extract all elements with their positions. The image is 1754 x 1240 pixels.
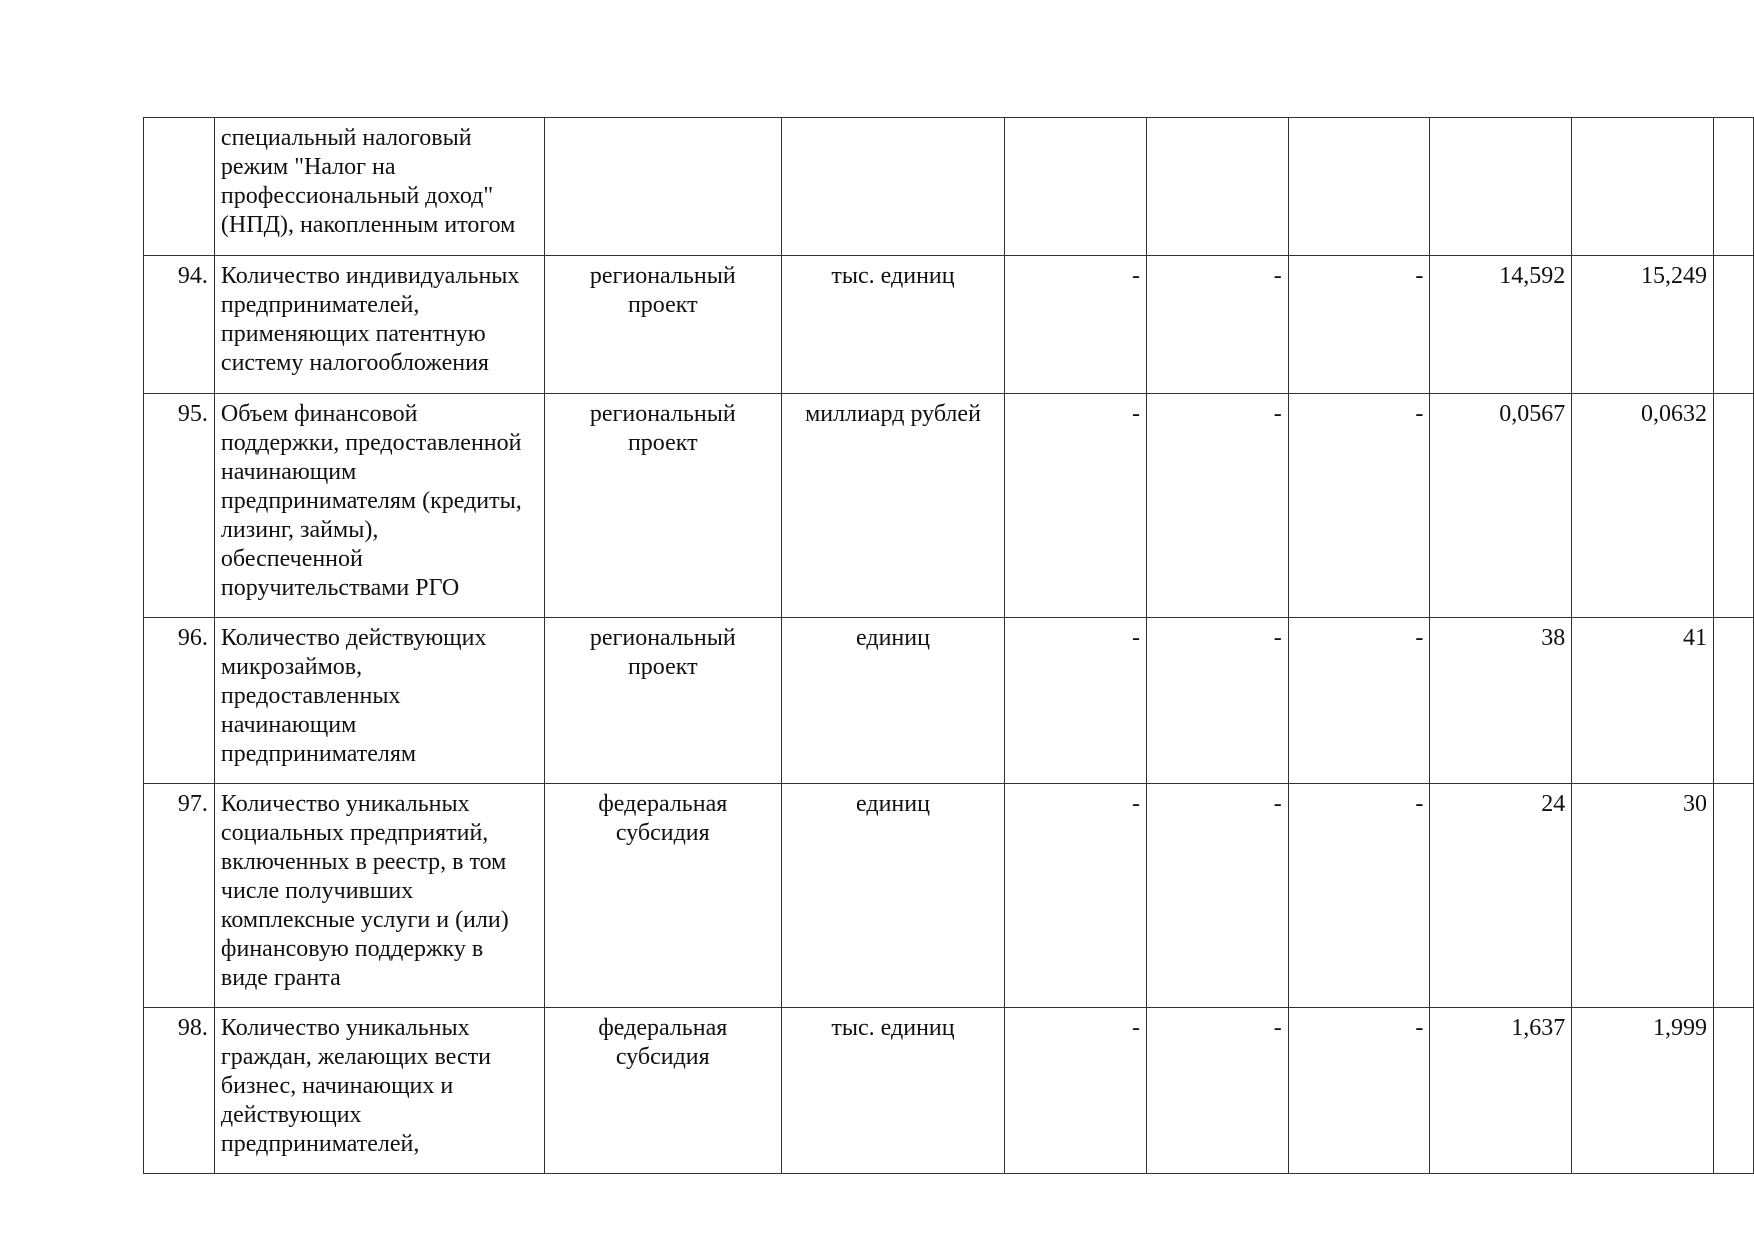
table-row bbox=[144, 256, 1754, 394]
source-cell bbox=[544, 618, 781, 784]
indicator-name-line: (НПД), накопленным итогом bbox=[220, 212, 516, 238]
row-number-cell: 95. bbox=[144, 394, 215, 618]
indicator-name-line: комплексные услуги и (или) bbox=[220, 907, 509, 933]
value-cell bbox=[1572, 118, 1714, 256]
value-cell: 30 bbox=[1572, 784, 1714, 1008]
value-cell: - bbox=[1005, 618, 1147, 784]
indicator-name-line: социальных предприятий, bbox=[220, 820, 489, 846]
indicator-name-cell bbox=[214, 618, 544, 784]
indicator-name-line: предпринимателям bbox=[220, 741, 417, 767]
value-cell: 0,0567 bbox=[1430, 394, 1572, 618]
value-cell: - bbox=[1147, 618, 1289, 784]
value-cell: - bbox=[1005, 1008, 1147, 1174]
value-cell bbox=[1714, 118, 1754, 256]
value-cell: 41 bbox=[1572, 618, 1714, 784]
indicator-name-line: бизнес, начинающих и bbox=[220, 1073, 454, 1099]
unit-cell: единиц bbox=[781, 618, 1005, 784]
source-line: региональный bbox=[589, 625, 736, 651]
value-cell: - bbox=[1005, 784, 1147, 1008]
value-cell: 15,249 bbox=[1572, 256, 1714, 394]
indicator-name-cell bbox=[214, 1008, 544, 1174]
value-cell: - bbox=[1288, 618, 1430, 784]
unit-cell: единиц bbox=[781, 784, 1005, 1008]
value-cell: - bbox=[1288, 256, 1430, 394]
value-cell bbox=[1147, 118, 1289, 256]
indicator-name-line: Количество действующих bbox=[220, 625, 487, 651]
source-cell bbox=[544, 394, 781, 618]
indicator-name-line: специальный налоговый bbox=[220, 125, 472, 151]
value-cell bbox=[1714, 1008, 1754, 1174]
value-cell: - bbox=[1288, 1008, 1430, 1174]
indicator-name-cell bbox=[214, 784, 544, 1008]
indicator-name-line: профессиональный доход" bbox=[220, 183, 494, 209]
unit-cell: тыс. единиц bbox=[781, 256, 1005, 394]
source-line: субсидия bbox=[615, 1044, 710, 1070]
indicator-name-line: предпринимателям (кредиты, bbox=[220, 488, 522, 514]
indicator-name-line: применяющих патентную bbox=[220, 321, 486, 347]
source-cell bbox=[544, 256, 781, 394]
indicator-name-line: режим "Налог на bbox=[220, 154, 396, 180]
value-cell: - bbox=[1147, 394, 1289, 618]
value-cell bbox=[1714, 256, 1754, 394]
source-line: проект bbox=[627, 654, 698, 680]
value-cell bbox=[1714, 394, 1754, 618]
value-cell: - bbox=[1005, 256, 1147, 394]
value-cell: 1,999 bbox=[1572, 1008, 1714, 1174]
source-cell bbox=[544, 1008, 781, 1174]
table-row bbox=[144, 394, 1754, 618]
unit-cell bbox=[781, 118, 1005, 256]
row-number-cell: 97. bbox=[144, 784, 215, 1008]
source-line: региональный bbox=[589, 263, 736, 289]
indicator-name-line: финансовую поддержку в bbox=[220, 936, 484, 962]
indicator-name-line: числе получивших bbox=[220, 878, 414, 904]
indicator-name-line: Количество уникальных bbox=[220, 1015, 470, 1041]
value-cell: - bbox=[1288, 784, 1430, 1008]
source-line: региональный bbox=[589, 401, 736, 427]
source-line: проект bbox=[627, 292, 698, 318]
value-cell: - bbox=[1147, 256, 1289, 394]
indicator-name-line: Количество индивидуальных bbox=[220, 263, 520, 289]
row-number-cell: 94. bbox=[144, 256, 215, 394]
indicator-name-line: лизинг, займы), bbox=[220, 517, 379, 543]
table-row bbox=[144, 118, 1754, 256]
source-line: федеральная bbox=[598, 1015, 728, 1041]
indicator-name-line: действующих bbox=[220, 1102, 362, 1128]
indicator-name-cell bbox=[214, 118, 544, 256]
indicator-name-line: поручительствами РГО bbox=[220, 575, 460, 601]
indicators-table bbox=[143, 117, 1754, 1174]
value-cell: 24 bbox=[1430, 784, 1572, 1008]
indicator-name-line: виде гранта bbox=[220, 965, 341, 991]
source-line: проект bbox=[627, 430, 698, 456]
row-number-cell: 96. bbox=[144, 618, 215, 784]
value-cell: 38 bbox=[1430, 618, 1572, 784]
source-line: федеральная bbox=[598, 791, 728, 817]
value-cell: 0,0632 bbox=[1572, 394, 1714, 618]
unit-cell: миллиард рублей bbox=[781, 394, 1005, 618]
value-cell bbox=[1430, 118, 1572, 256]
value-cell: - bbox=[1288, 394, 1430, 618]
indicator-name-line: поддержки, предоставленной bbox=[220, 430, 522, 456]
indicator-name-line: начинающим bbox=[220, 712, 357, 738]
table-body bbox=[144, 118, 1754, 1174]
table-row bbox=[144, 784, 1754, 1008]
table-row bbox=[144, 618, 1754, 784]
value-cell: 1,637 bbox=[1430, 1008, 1572, 1174]
indicator-name-line: Количество уникальных bbox=[220, 791, 470, 817]
indicator-name-line: предпринимателей, bbox=[220, 292, 420, 318]
source-cell bbox=[544, 118, 781, 256]
value-cell: - bbox=[1005, 394, 1147, 618]
source-cell bbox=[544, 784, 781, 1008]
indicator-name-line: граждан, желающих вести bbox=[220, 1044, 491, 1070]
unit-cell: тыс. единиц bbox=[781, 1008, 1005, 1174]
indicator-name-line: обеспеченной bbox=[220, 546, 363, 572]
value-cell bbox=[1714, 618, 1754, 784]
indicator-name-cell bbox=[214, 394, 544, 618]
row-number-cell: 98. bbox=[144, 1008, 215, 1174]
value-cell bbox=[1288, 118, 1430, 256]
value-cell bbox=[1005, 118, 1147, 256]
indicator-name-line: включенных в реестр, в том bbox=[220, 849, 507, 875]
indicator-name-cell bbox=[214, 256, 544, 394]
table-row bbox=[144, 1008, 1754, 1174]
indicator-name-line: предпринимателей, bbox=[220, 1131, 420, 1157]
indicator-name-line: микрозаймов, bbox=[220, 654, 363, 680]
value-cell: 14,592 bbox=[1430, 256, 1572, 394]
source-line: субсидия bbox=[615, 820, 710, 846]
indicator-name-line: начинающим bbox=[220, 459, 357, 485]
indicator-name-line: предоставленных bbox=[220, 683, 401, 709]
value-cell bbox=[1714, 784, 1754, 1008]
indicator-name-line: Объем финансовой bbox=[220, 401, 418, 427]
indicator-name-line: систему налогообложения bbox=[220, 350, 489, 376]
value-cell: - bbox=[1147, 784, 1289, 1008]
value-cell: - bbox=[1147, 1008, 1289, 1174]
row-number-cell bbox=[144, 118, 215, 256]
